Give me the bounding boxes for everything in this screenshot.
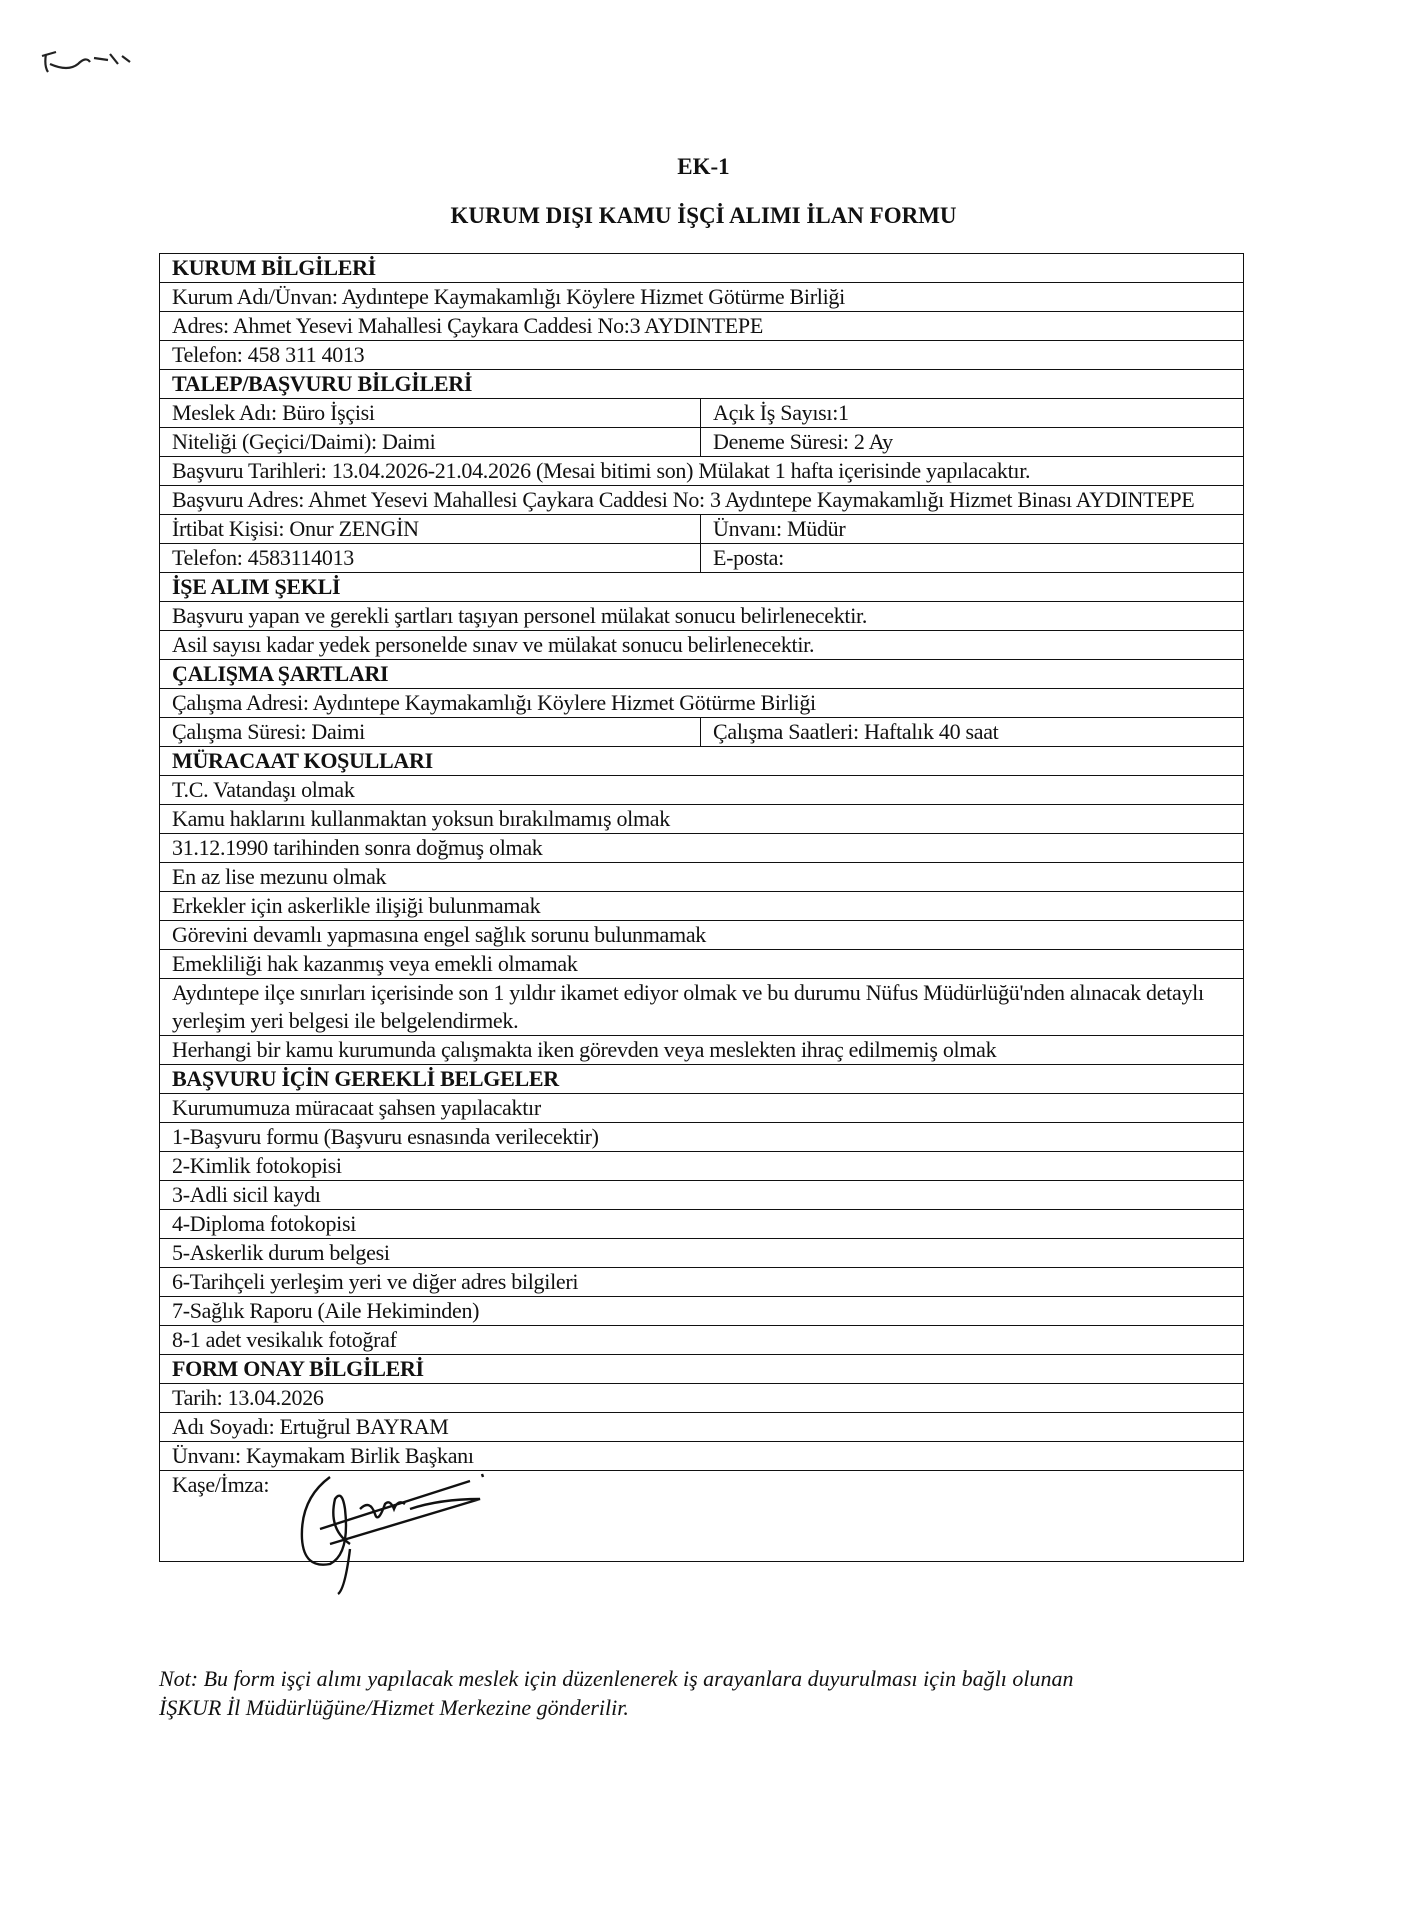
field-text: Ünvanı: Kaymakam Birlik Başkanı	[160, 1442, 1244, 1471]
form-row	[160, 776, 1244, 805]
field-text: Telefon: 458 311 4013	[160, 341, 1244, 370]
form-row	[160, 399, 1244, 428]
field-text: Çalışma Adresi: Aydıntepe Kaymakamlığı Köylere Hizmet Götürme Birliği	[160, 689, 1244, 718]
section-header-row	[160, 660, 1244, 689]
form-row	[160, 1326, 1244, 1355]
field-text: Adres: Ahmet Yesevi Mahallesi Çaykara Caddesi No:3 AYDINTEPE	[160, 312, 1244, 341]
form-row	[160, 1268, 1244, 1297]
form-row	[160, 1123, 1244, 1152]
field-text: Görevini devamlı yapmasına engel sağlık sorunu bulunmamak	[160, 921, 1244, 950]
field-text: 3-Adli sicil kaydı	[160, 1181, 1244, 1210]
field-text: Aydıntepe ilçe sınırları içerisinde son 1 yıldır ikamet ediyor olmak ve bu durumu Nüfus Müdürlüğü'nden alınacak detaylı yerleşim yeri belgesi ile belgelendirmek.	[160, 979, 1244, 1036]
field-left: Çalışma Süresi: Daimi	[160, 718, 701, 747]
section-header-row	[160, 573, 1244, 602]
field-text: T.C. Vatandaşı olmak	[160, 776, 1244, 805]
section-header-row	[160, 254, 1244, 283]
form-row	[160, 1384, 1244, 1413]
field-right: Çalışma Saatleri: Haftalık 40 saat	[701, 718, 1244, 747]
field-text: 31.12.1990 tarihinden sonra doğmuş olmak	[160, 834, 1244, 863]
field-text: Asil sayısı kadar yedek personelde sınav ve mülakat sonucu belirlenecektir.	[160, 631, 1244, 660]
field-text: Adı Soyadı: Ertuğrul BAYRAM	[160, 1413, 1244, 1442]
field-text: 7-Sağlık Raporu (Aile Hekiminden)	[160, 1297, 1244, 1326]
form-row	[160, 515, 1244, 544]
form-row	[160, 863, 1244, 892]
section-heading: KURUM BİLGİLERİ	[160, 254, 1244, 283]
section-header-row	[160, 370, 1244, 399]
form-row	[160, 1239, 1244, 1268]
form-row	[160, 1442, 1244, 1471]
field-text: 1-Başvuru formu (Başvuru esnasında verilecektir)	[160, 1123, 1244, 1152]
field-text: 2-Kimlik fotokopisi	[160, 1152, 1244, 1181]
form-row	[160, 457, 1244, 486]
signature	[290, 1469, 500, 1599]
form-row	[160, 718, 1244, 747]
section-heading: TALEP/BAŞVURU BİLGİLERİ	[160, 370, 1244, 399]
handwritten-mark	[38, 42, 138, 82]
note-line-1: Not: Bu form işçi alımı yapılacak meslek için düzenlenerek iş arayanlara duyurulması için bağlı olunan	[159, 1666, 1074, 1691]
section-heading: MÜRACAAT KOŞULLARI	[160, 747, 1244, 776]
form-title: KURUM DIŞI KAMU İŞÇİ ALIMI İLAN FORMU	[450, 203, 957, 228]
field-left: Telefon: 4583114013	[160, 544, 701, 573]
footer-note	[159, 1664, 1259, 1722]
field-text: En az lise mezunu olmak	[160, 863, 1244, 892]
form-row	[160, 921, 1244, 950]
field-text: Tarih: 13.04.2026	[160, 1384, 1244, 1413]
form-row	[160, 544, 1244, 573]
field-text: Erkekler için askerlikle ilişiği bulunmamak	[160, 892, 1244, 921]
field-text: Başvuru Tarihleri: 13.04.2026-21.04.2026 (Mesai bitimi son) Mülakat 1 hafta içerisinde yapılacaktır.	[160, 457, 1244, 486]
section-heading: ÇALIŞMA ŞARTLARI	[160, 660, 1244, 689]
form-row	[160, 312, 1244, 341]
field-text: Emekliliği hak kazanmış veya emekli olmamak	[160, 950, 1244, 979]
stamp-signature-field: Kaşe/İmza:	[160, 1471, 1244, 1562]
field-text: Başvuru yapan ve gerekli şartları taşıyan personel mülakat sonucu belirlenecektir.	[160, 602, 1244, 631]
field-right: Ünvanı: Müdür	[701, 515, 1244, 544]
section-heading: İŞE ALIM ŞEKLİ	[160, 573, 1244, 602]
form-row	[160, 1094, 1244, 1123]
form-row	[160, 1471, 1244, 1562]
section-header-row	[160, 1065, 1244, 1094]
annex-label: EK-1	[677, 154, 730, 179]
form-row	[160, 689, 1244, 718]
field-text: Kurum Adı/Ünvan: Aydıntepe Kaymakamlığı Köylere Hizmet Götürme Birliği	[160, 283, 1244, 312]
form-row	[160, 1413, 1244, 1442]
field-right: E-posta:	[701, 544, 1244, 573]
form-row	[160, 1036, 1244, 1065]
form-row	[160, 283, 1244, 312]
form-row	[160, 834, 1244, 863]
field-left: Niteliği (Geçici/Daimi): Daimi	[160, 428, 701, 457]
form-row	[160, 602, 1244, 631]
form-row	[160, 1210, 1244, 1239]
section-header-row	[160, 747, 1244, 776]
field-text: Kurumumuza müracaat şahsen yapılacaktır	[160, 1094, 1244, 1123]
form-row	[160, 950, 1244, 979]
form-row	[160, 979, 1244, 1036]
form-row	[160, 1152, 1244, 1181]
field-text: 4-Diploma fotokopisi	[160, 1210, 1244, 1239]
form-row	[160, 1181, 1244, 1210]
form-row	[160, 341, 1244, 370]
section-heading: BAŞVURU İÇİN GEREKLİ BELGELER	[160, 1065, 1244, 1094]
field-right: Açık İş Sayısı:1	[701, 399, 1244, 428]
form-row	[160, 1297, 1244, 1326]
form-row	[160, 805, 1244, 834]
section-heading: FORM ONAY BİLGİLERİ	[160, 1355, 1244, 1384]
field-text: 8-1 adet vesikalık fotoğraf	[160, 1326, 1244, 1355]
field-text: Kamu haklarını kullanmaktan yoksun bırakılmamış olmak	[160, 805, 1244, 834]
form-row	[160, 631, 1244, 660]
field-left: Meslek Adı: Büro İşçisi	[160, 399, 701, 428]
field-text: 6-Tarihçeli yerleşim yeri ve diğer adres bilgileri	[160, 1268, 1244, 1297]
note-line-2: İŞKUR İl Müdürlüğüne/Hizmet Merkezine gönderilir.	[159, 1695, 629, 1720]
field-left: İrtibat Kişisi: Onur ZENGİN	[160, 515, 701, 544]
field-text: Herhangi bir kamu kurumunda çalışmakta iken görevden veya meslekten ihraç edilmemiş olmak	[160, 1036, 1244, 1065]
form-row	[160, 428, 1244, 457]
section-header-row	[160, 1355, 1244, 1384]
form-row	[160, 486, 1244, 515]
field-text: Başvuru Adres: Ahmet Yesevi Mahallesi Çaykara Caddesi No: 3 Aydıntepe Kaymakamlığı Hizmet Binası AYDINTEPE	[160, 486, 1244, 515]
field-right: Deneme Süresi: 2 Ay	[701, 428, 1244, 457]
field-text: 5-Askerlik durum belgesi	[160, 1239, 1244, 1268]
form-row	[160, 892, 1244, 921]
announcement-form-table	[159, 253, 1244, 1562]
